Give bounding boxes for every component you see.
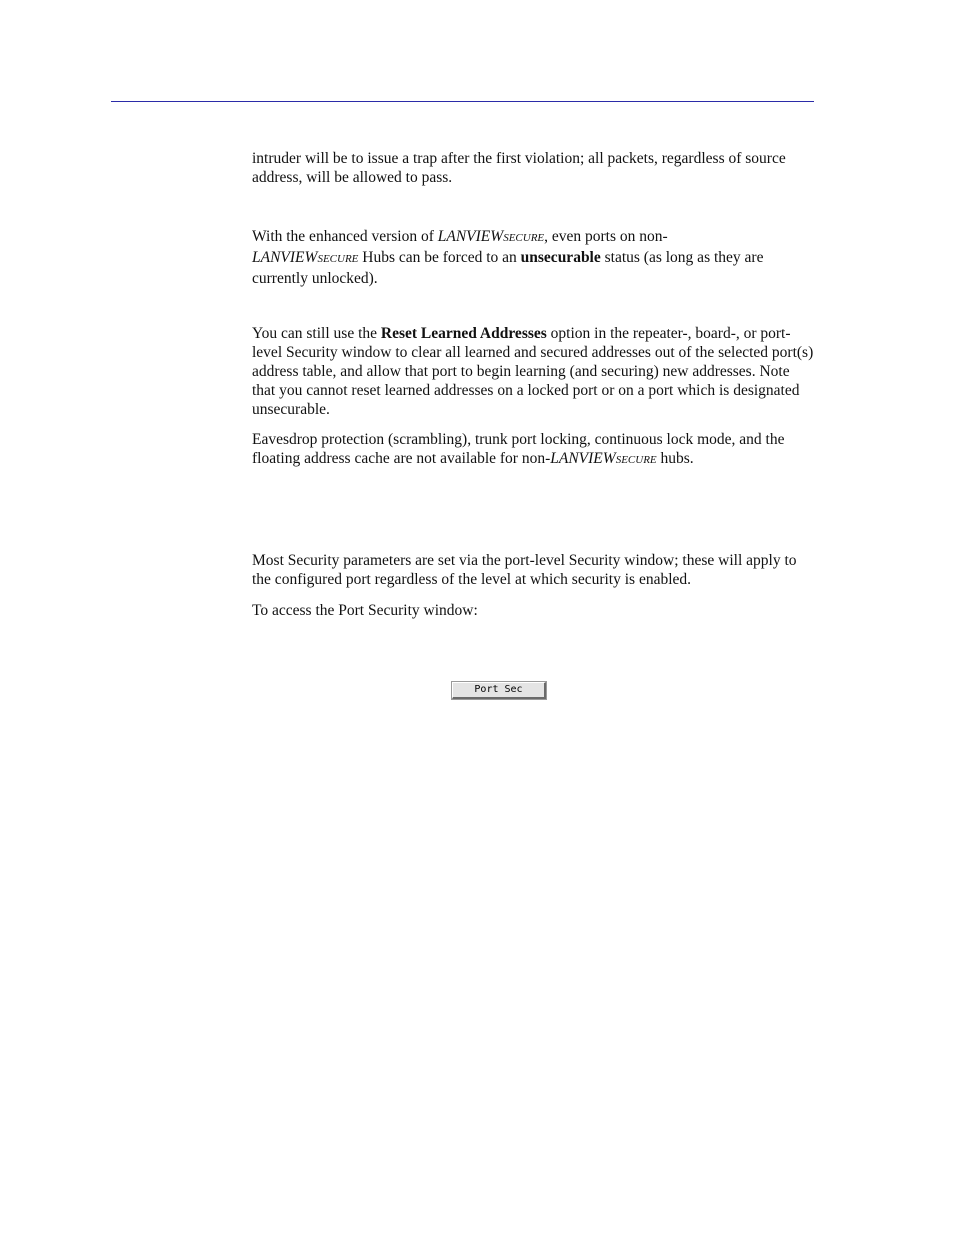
text-run: , even ports on non- — [544, 228, 668, 245]
brand-name-small: SECURE — [317, 253, 359, 265]
paragraph-reset-learned — [252, 324, 814, 419]
text-run: hubs. — [656, 450, 694, 467]
text-run: option in the repeater-, board-, or port-level Security window to clear all learned and secured addresses out of the selected port(s) address table, and allow that port to begin learning (and securing) new addresses. Note that you cannot reset learned addresses on a locked port or on a port which is designated unsecurable. — [252, 325, 814, 418]
brand-name: LANVIEW — [252, 249, 318, 266]
paragraph-enhanced-version — [252, 227, 814, 288]
text-run: Hubs can be forced to an — [358, 249, 521, 266]
text-run: With the enhanced version of — [252, 228, 438, 245]
port-sec-button[interactable]: Port Sec — [452, 682, 546, 699]
paragraph-eavesdrop — [252, 430, 814, 470]
brand-name: LANVIEW — [437, 228, 504, 245]
text-run: Eavesdrop protection (scrambling), trunk port locking, continuous lock mode, and the floating address cache are not available for non- — [252, 431, 785, 467]
brand-name-small: SECURE — [615, 454, 657, 466]
bold-term: Reset Learned Addresses — [380, 325, 547, 342]
brand-name-small: SECURE — [503, 232, 545, 244]
paragraph-access-port-security: To access the Port Security window: — [252, 602, 478, 619]
text-run: status (as long as they are currently unlocked). — [252, 249, 764, 287]
bold-term: unsecurable — [520, 249, 601, 266]
header-rule — [111, 101, 814, 102]
paragraph-intruder-trap: intruder will be to issue a trap after the first violation; all packets, regardless of source address, will be allowed to pass. — [252, 150, 786, 186]
paragraph-security-parameters: Most Security parameters are set via the port-level Security window; these will apply to the configured port regardless of the level at which security is enabled. — [252, 552, 797, 588]
brand-name: LANVIEW — [550, 450, 616, 467]
text-run: You can still use the — [252, 325, 381, 342]
